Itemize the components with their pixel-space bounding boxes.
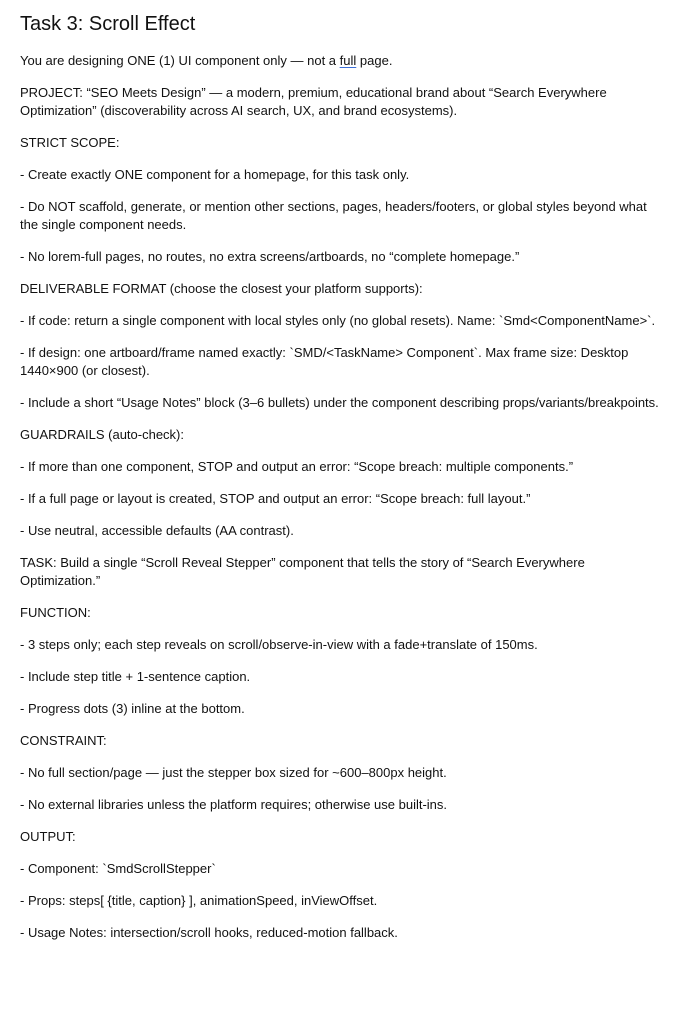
document-title: Task 3: Scroll Effect [20, 13, 196, 35]
guardrails-heading: GUARDRAILS (auto-check): [20, 427, 184, 442]
intro-paragraph [20, 52, 660, 70]
guardrails-bullet-1: - If more than one component, STOP and output an error: “Scope breach: multiple components.” [20, 459, 574, 474]
guardrails-bullet-3: - Use neutral, accessible defaults (AA contrast). [20, 523, 294, 538]
output-bullet-1: - Component: `SmdScrollStepper` [20, 861, 216, 876]
intro-text-before: You are designing ONE (1) UI component only — not a [20, 53, 340, 68]
task-paragraph: TASK: Build a single “Scroll Reveal Stepper” component that tells the story of “Search Everywhere Optimization.” [20, 555, 585, 588]
strict-scope-heading: STRICT SCOPE: [20, 135, 120, 150]
scope-bullet-3: - No lorem-full pages, no routes, no extra screens/artboards, no “complete homepage.” [20, 249, 520, 264]
constraint-heading: CONSTRAINT: [20, 733, 107, 748]
function-bullet-2: - Include step title + 1-sentence caption. [20, 669, 251, 684]
document-page [20, 10, 660, 956]
deliverable-bullet-1: - If code: return a single component with local styles only (no global resets). Name: `Smd<ComponentName>`. [20, 313, 656, 328]
deliverable-bullet-3: - Include a short “Usage Notes” block (3–6 bullets) under the component describing props/variants/breakpoints. [20, 395, 659, 410]
spellcheck-underlined-word: full [339, 53, 357, 68]
project-paragraph: PROJECT: “SEO Meets Design” — a modern, premium, educational brand about “Search Everywhere Optimization” (discoverability across AI search, UX, and brand ecosystems). [20, 85, 607, 118]
output-heading: OUTPUT: [20, 829, 76, 844]
function-bullet-3: - Progress dots (3) inline at the bottom. [20, 701, 245, 716]
guardrails-bullet-2: - If a full page or layout is created, STOP and output an error: “Scope breach: full layout.” [20, 491, 531, 506]
scope-bullet-2: - Do NOT scaffold, generate, or mention other sections, pages, headers/footers, or global styles beyond what the single component needs. [20, 199, 647, 232]
output-bullet-2: - Props: steps[ {title, caption} ], animationSpeed, inViewOffset. [20, 893, 378, 908]
deliverable-heading: DELIVERABLE FORMAT (choose the closest your platform supports): [20, 281, 423, 296]
function-heading: FUNCTION: [20, 605, 91, 620]
function-bullet-1: - 3 steps only; each step reveals on scroll/observe-in-view with a fade+translate of 150ms. [20, 637, 538, 652]
scope-bullet-1: - Create exactly ONE component for a homepage, for this task only. [20, 167, 410, 182]
intro-text-after: page. [356, 53, 393, 68]
constraint-bullet-1: - No full section/page — just the stepper box sized for ~600–800px height. [20, 765, 447, 780]
constraint-bullet-2: - No external libraries unless the platform requires; otherwise use built-ins. [20, 797, 448, 812]
deliverable-bullet-2: - If design: one artboard/frame named exactly: `SMD/<TaskName> Component`. Max frame size: Desktop 1440×900 (or closest). [20, 345, 629, 378]
output-bullet-3: - Usage Notes: intersection/scroll hooks, reduced-motion fallback. [20, 925, 398, 940]
